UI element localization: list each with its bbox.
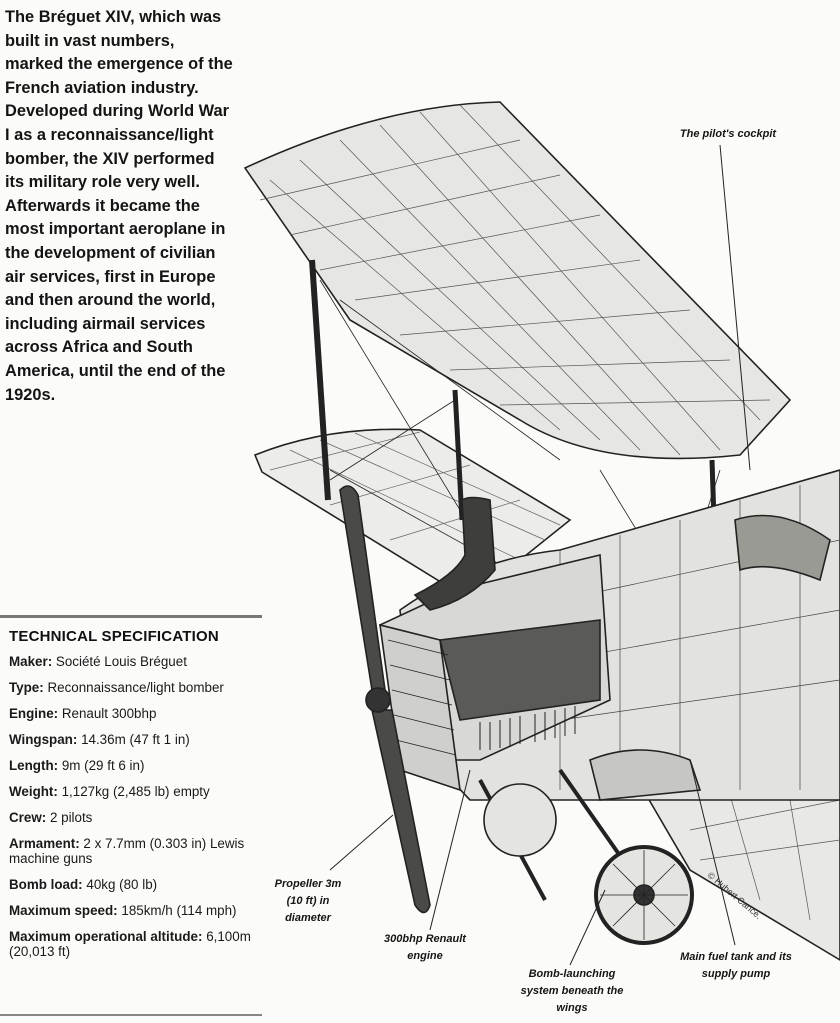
spec-title: TECHNICAL SPECIFICATION [9, 628, 219, 645]
spec-row-crew [9, 810, 262, 825]
callout-pilots-cockpit: The pilot's cockpit [679, 128, 777, 140]
spec-value: Société Louis Bréguet [55, 654, 187, 669]
spec-row-weight [9, 784, 262, 799]
spec-value: 9m (29 ft 6 in) [61, 758, 145, 773]
spec-value: 6,100m (20,013 ft) [9, 929, 251, 959]
spec-value: 1,127kg (2,485 lb) empty [61, 784, 210, 799]
callout-fuel-tank: Main fuel tank and its supply pump [680, 951, 792, 980]
spec-row-max-speed [9, 903, 262, 918]
spec-label: Maximum speed: [9, 903, 118, 918]
spec-value: 2 x 7.7mm (0.303 in) Lewis machine guns [9, 836, 245, 866]
spec-row-bomb-load [9, 877, 262, 892]
spec-label: Armament: [9, 836, 80, 851]
spec-row-maker [9, 654, 262, 669]
spec-row-max-altitude [9, 929, 262, 959]
spec-value: Reconnaissance/light bomber [47, 680, 224, 695]
technical-specification-panel [0, 615, 262, 1016]
spec-label: Wingspan: [9, 732, 78, 747]
spec-label: Maximum operational altitude: [9, 929, 203, 944]
spec-row-length [9, 758, 262, 773]
spec-label: Engine: [9, 706, 59, 721]
spec-row-armament [9, 836, 262, 866]
spec-value: 2 pilots [49, 810, 93, 825]
spec-row-engine [9, 706, 262, 721]
spec-label: Bomb load: [9, 877, 83, 892]
callout-bomb-launching-system: Bomb-launching system beneath the wings [520, 968, 624, 1014]
spec-value: 40kg (80 lb) [86, 877, 158, 892]
illustration-credit: © Hubert Cance. [705, 870, 764, 921]
intro-paragraph: The Bréguet XIV, which was built in vast numbers, marked the emergence of the French aviation industry. Developed during World War I as a reconnaissance/light bomber, the XIV performed its military role very well. Afterwards it became the most important aeroplane in the development of civilian air services, first in Europe and then around the world, including airmail services across Africa and South America, until the end of the 1920s. [5, 8, 233, 404]
spec-value: 185km/h (114 mph) [121, 903, 237, 918]
spec-row-type [9, 680, 262, 695]
spec-label: Type: [9, 680, 44, 695]
spec-row-wingspan [9, 732, 262, 747]
spec-value: Renault 300bhp [61, 706, 157, 721]
spec-list [9, 654, 262, 959]
callout-propeller: Propeller 3m (10 ft) in diameter [274, 878, 342, 924]
spec-label: Length: [9, 758, 59, 773]
callout-engine: 300bhp Renault engine [384, 933, 466, 962]
spec-label: Maker: [9, 654, 53, 669]
spec-label: Weight: [9, 784, 58, 799]
spec-label: Crew: [9, 810, 47, 825]
spec-value: 14.36m (47 ft 1 in) [81, 732, 190, 747]
